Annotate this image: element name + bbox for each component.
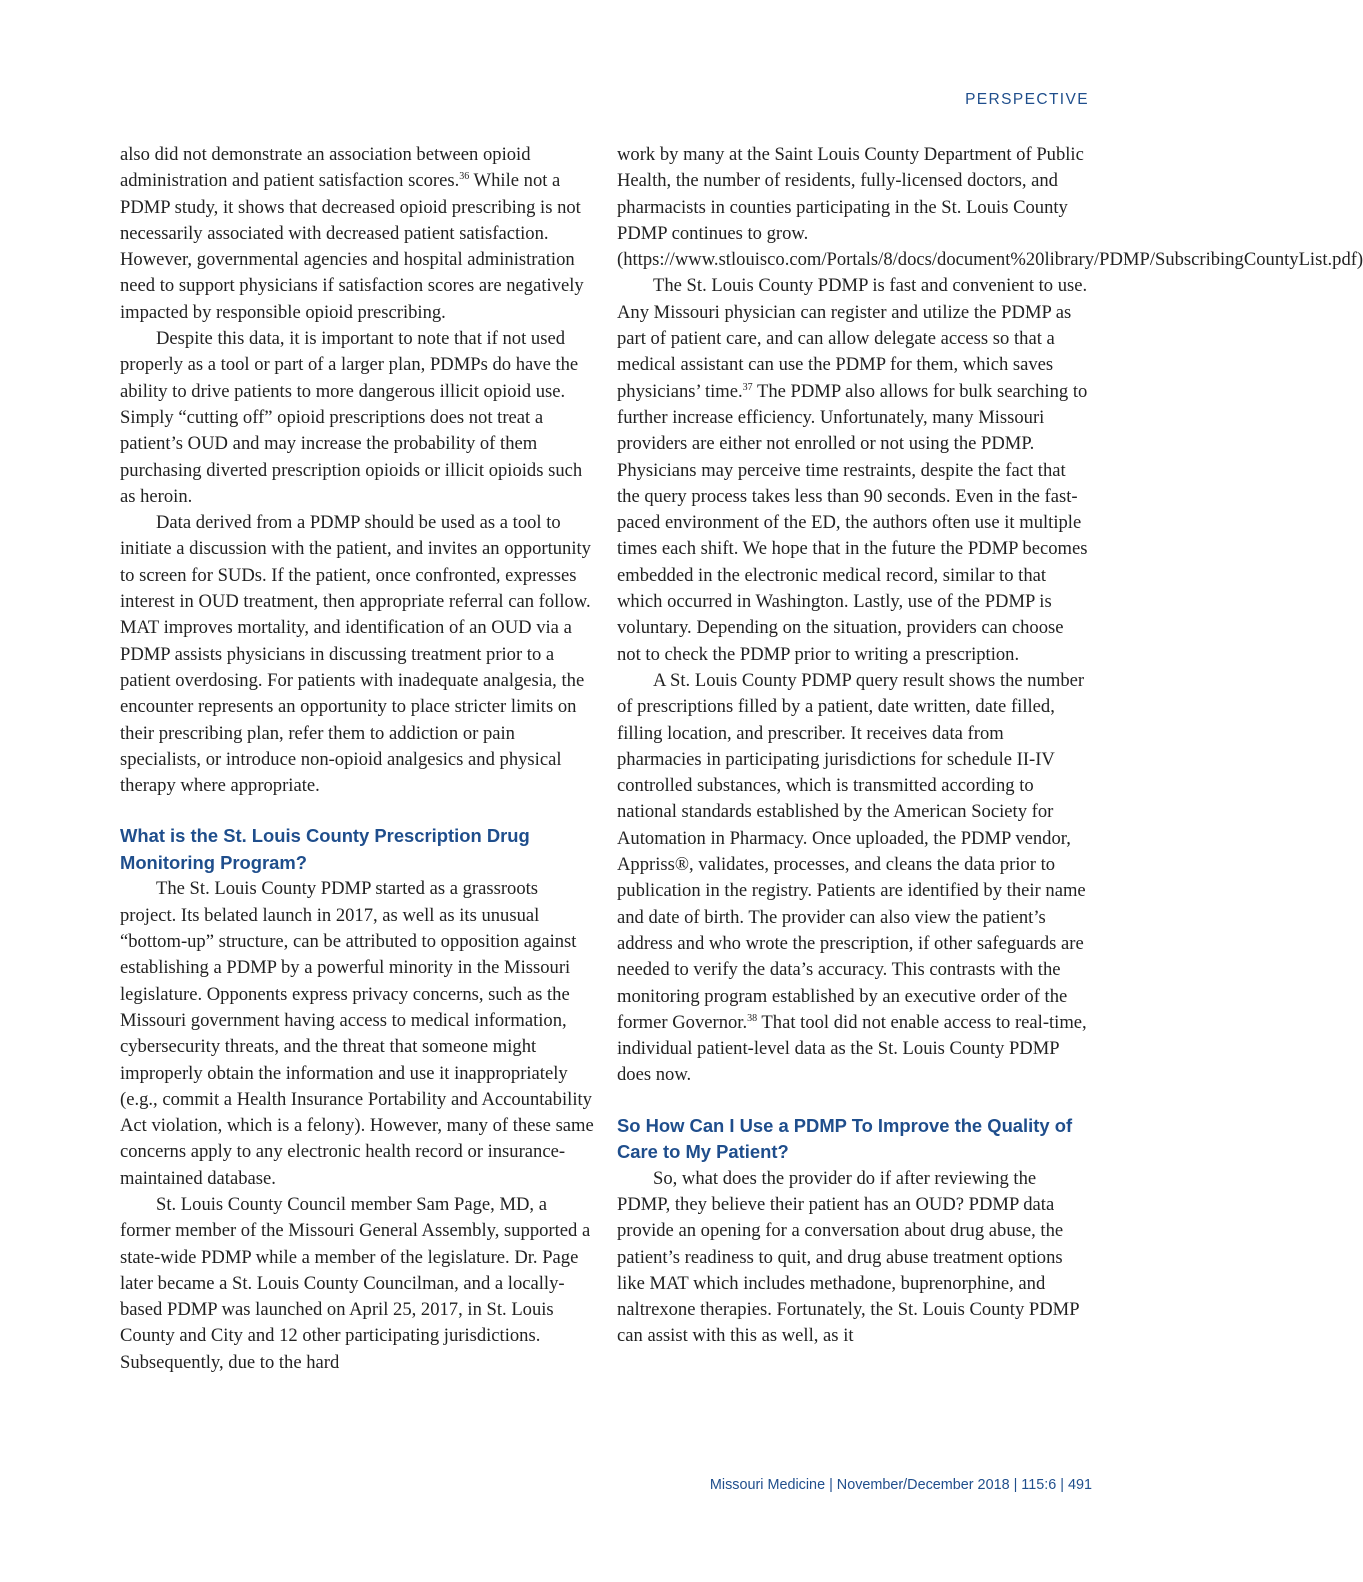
left-paragraph-1-text-a: also did not demonstrate an association between opioid administration and patient satisfaction scores. [120,144,531,192]
right-paragraph-3-text-a: A St. Louis County PDMP query result shows the number of prescriptions filled by a patient, date written, date filled, filling location, and prescriber. It receives data from pharmacies in participating jurisdictions for schedule II-IV controlled substances, which is transmitted according to national standards established by the American Society for Automation in Pharmacy. Once uploaded, the PDMP vendor, Appriss®, validates, processes, and cleans the data prior to publication in the registry. Patients are identified by their name and date of birth. The provider can also view the patient’s address and who wrote the prescription, if other safeguards are needed to verify the data’s accuracy. This contrasts with the monitoring program established by an executive order of the former Governor. [617,669,1086,1033]
reference-38: 38 [747,1012,758,1024]
right-paragraph-3-text-b: That tool did not enable access to real-time, individual patient-level data as the St. Louis County PDMP does now. [617,1011,1087,1086]
left-paragraph-2: Despite this data, it is important to note that if not used properly as a tool or part of a larger plan, PDMPs do have the ability to drive patients to more dangerous illicit opioid use. Simply “cutting off” opioid prescriptions does not treat a patient’s OUD and may increase the probability of them purchasing diverted prescription opioids or illicit opioids such as heroin. [120,328,583,507]
right-paragraph-4: So, what does the provider do if after reviewing the PDMP, they believe their patient has an OUD? PDMP data provide an opening for a conversation about drug abuse, the patient’s readiness to quit, and drug abuse treatment options like MAT which includes methadone, buprenorphine, and naltrexone therapies. Fortunately, the St. Louis County PDMP can assist with this as well, as it [617,1167,1079,1347]
right-paragraph-2-text-a: The St. Louis County PDMP is fast and convenient to use. Any Missouri physician can register and utilize the PDMP as part of patient care, and can allow delegate access so that a medical assistant can use the PDMP for them, which saves physicians’ time. [617,275,1088,402]
right-paragraph-2 [617,273,1091,667]
left-paragraph-1-text-b: While not a PDMP study, it shows that decreased opioid prescribing is not necessarily associated with decreased patient satisfaction. However, governmental agencies and hospital administration need to support physicians if satisfaction scores are negatively impacted by responsible opioid prescribing. [120,170,584,323]
section-heading-what-is-pdmp: What is the St. Louis County Prescription Drug Monitoring Program? [120,825,530,873]
left-paragraph-1 [120,142,594,326]
right-column [617,142,1363,1350]
right-paragraph-2-text-b: The PDMP also allows for bulk searching to further increase efficiency. Unfortunately, many Missouri providers are either not enrolled or not using the PDMP. Physicians may perceive time restraints, despite the fact that the query process takes less than 90 seconds. Even in the fast-paced environment of the ED, the authors often use it multiple times each shift. We hope that in the future the PDMP becomes embedded in the electronic medical record, similar to that which occurred in Washington. Lastly, use of the PDMP is voluntary. Depending on the situation, providers can choose not to check the PDMP prior to writing a prescription. [617,380,1088,665]
right-paragraph-1: work by many at the Saint Louis County Department of Public Health, the number of residents, fully-licensed doctors, and pharmacists in counties participating in the St. Louis County PDMP continues to grow. (https://www.stlouisco.com/Portals/8/docs/document%20library/PDMP/SubscribingCountyList.pdf) [617,144,1363,271]
reference-37: 37 [742,381,753,393]
left-paragraph-3: Data derived from a PDMP should be used as a tool to initiate a discussion with the patient, and invites an opportunity to screen for SUDs. If the patient, once confronted, expresses interest in OUD treatment, then appropriate referral can follow. MAT improves mortality, and identification of an OUD via a PDMP assists physicians in discussing treatment prior to a patient overdosing. For patients with inadequate analgesia, the encounter represents an opportunity to place stricter limits on their prescribing plan, refer them to addiction or pain specialists, or introduce non-opioid analgesics and physical therapy where appropriate. [120,512,591,797]
left-column [120,142,594,1376]
left-paragraph-4: The St. Louis County PDMP started as a grassroots project. Its belated launch in 2017, as well as its unusual “bottom-up” structure, can be attributed to opposition against establishing a PDMP by a powerful minority in the Missouri legislature. Opponents express privacy concerns, such as the Missouri government having access to medical information, cybersecurity threats, and the threat that someone might improperly obtain the information and use it inappropriately (e.g., commit a Health Insurance Portability and Accountability Act violation, which is a felony). However, many of these same concerns apply to any electronic health record or insurance-maintained database. [120,878,594,1189]
left-paragraph-5: St. Louis County Council member Sam Page, MD, a former member of the Missouri General Assembly, supported a state-wide PDMP while a member of the legislature. Dr. Page later became a St. Louis County Councilman, and a locally-based PDMP was launched on April 25, 2017, in St. Louis County and City and 12 other participating jurisdictions. Subsequently, due to the hard [120,1193,591,1373]
section-heading-use-pdmp: So How Can I Use a PDMP To Improve the Quality of Care to My Patient? [617,1114,1073,1163]
footer-citation: Missouri Medicine | November/December 2018 | 115:6 | 491 [709,1477,1092,1493]
reference-36: 36 [459,171,470,183]
right-paragraph-3 [617,668,1091,1089]
section-label: PERSPECTIVE [965,91,1089,108]
